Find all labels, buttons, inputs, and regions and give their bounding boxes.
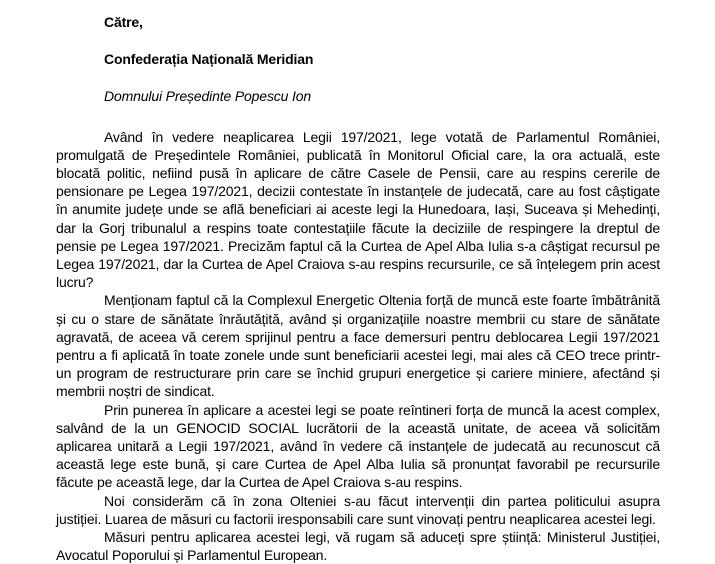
- paragraph-5: Măsuri pentru aplicarea acestei legi, vă rugam să aduceți spre știință: Ministerul Justiției, Avocatul Poporului și Parlamentul European.: [56, 529, 660, 564]
- paragraph-4: Noi considerăm că în zona Olteniei s-au făcut intervenții din partea politicului asupra justiției. Luarea de măsuri cu factorii iresponsabili care sunt vinovați pentru neaplicarea acestei legi.: [56, 492, 660, 527]
- addressee-line: Domnului Președinte Popescu Ion: [104, 88, 312, 105]
- paragraph-3: Prin punerea în aplicare a acestei legi se poate reîntineri forța de muncă la acest complex, salvând de la un GENOCID SOCIAL lucrătorii de la această unitate, de aceea vă solicităm aplicarea unitară a Legii 197/2021, având în vedere că instanțele de judecată au recunoscut că această lege este bună, și care Curtea de Apel Alba Iulia să pronunțat favorabil pe recursurile făcute pe această lege, dar la Curtea de Apel Craiova s-au respins.: [56, 401, 660, 491]
- letter-body: [56, 128, 660, 564]
- paragraph-1: Având în vedere neaplicarea Legii 197/2021, lege votată de Parlamentul României, promulgată de Președintele României, publicată în Monitorul Oficial care, la ora actuală, este blocată politic, nefiind pusă în aplicare de către Casele de Pensii, care au respins cererile de pensionare pe Legea 197/2021, decizii contestate în instanțele de judecată, care au fost câștigate în anumite județe unde se află beneficiari ai aceste legi la Hunedoara, Iași, Suceava și Mehedinți, dar la Gorj tribunalul a respins toate contestațiile făcute la deciziile de respingere la dreptul de pensie pe Legea 197/2021. Precizăm faptul că la Curtea de Apel Alba Iulia s-a câștigat recursul pe Legea 197/2021, dar la Curtea de Apel Craiova s-au respins recursurile, ce să înțelegem prin acest lucru?: [56, 128, 660, 291]
- paragraph-2: Menționam faptul că la Complexul Energetic Oltenia forță de muncă este foarte îmbătrânită și cu o stare de sănătate înrăutățită, având și organizațiile noastre membrii cu stare de sănătate agravată, de aceea vă cerem sprijinul pentru a face demersuri pentru deblocarea Legii 197/2021 pentru a fi aplicată în toate zonele unde sunt beneficiarii acestei legi, mai ales că CEO trece printr-un program de restructurare prin care se închid grupuri energetice și cariere miniere, afectând și membrii noștri de sindicat.: [56, 292, 660, 400]
- recipient-name: Confederația Națională Meridian: [104, 51, 314, 68]
- salutation-line: Către,: [104, 14, 143, 30]
